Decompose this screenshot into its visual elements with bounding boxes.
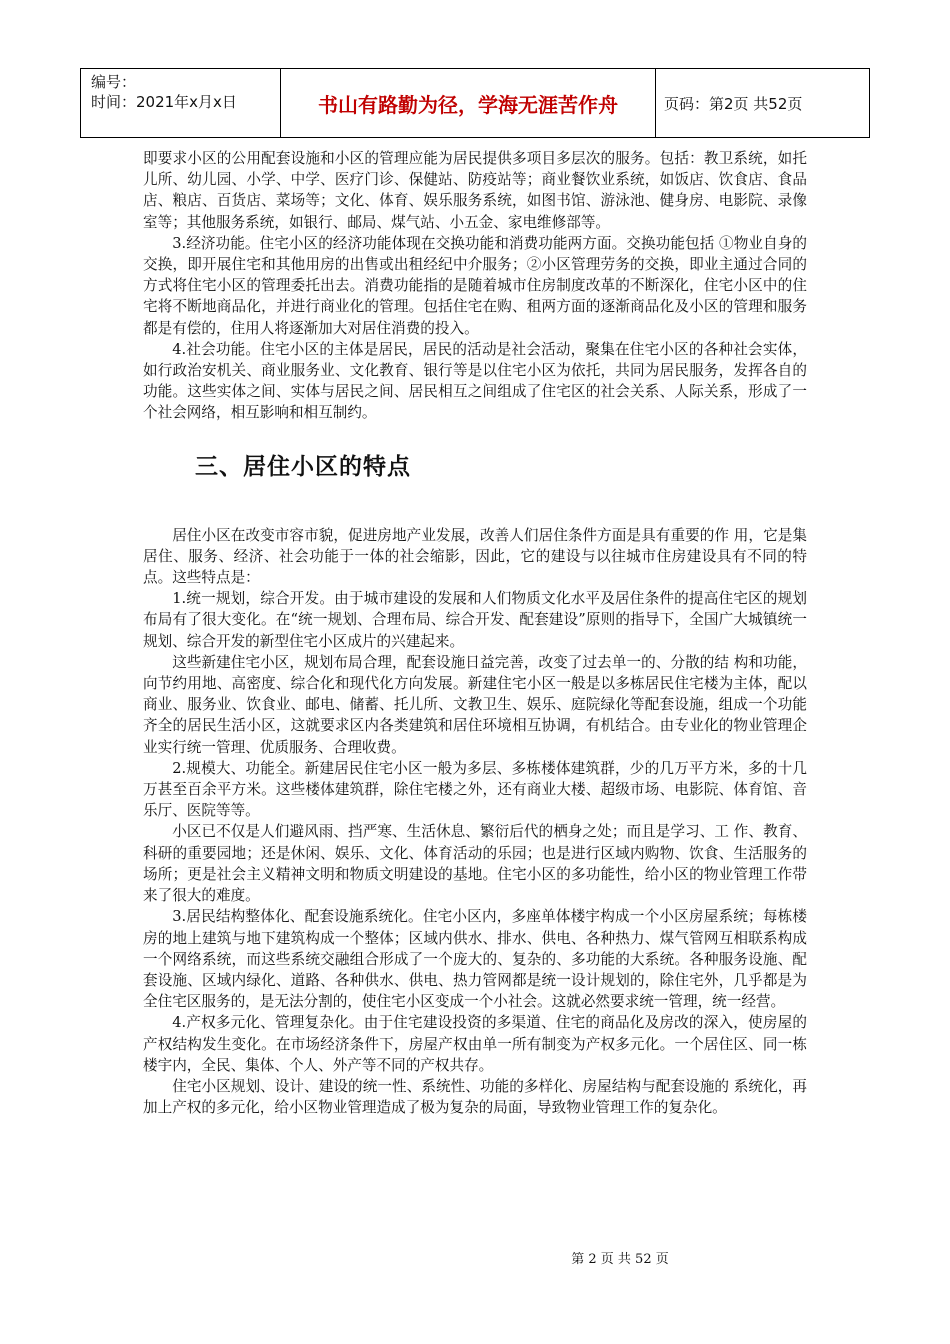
time-label: 时间：2021年x月x日 bbox=[91, 93, 237, 111]
section-title: 三、居住小区的特点 bbox=[195, 453, 411, 480]
paragraph: 2.规模大、功能全。新建居民住宅小区一般为多层、多栋楼体建筑群，少的几万平方米，多的十几万甚至百余平方米。这些楼体建筑群，除住宅楼之外，还有商业大楼、超级市场、电影院、体育馆、音乐厅、医院等等。 bbox=[143, 759, 807, 820]
paragraph: 这些新建住宅小区，规划布局合理，配套设施日益完善，改变了过去单一的、分散的结 构和功能，向节约用地、高密度、综合化和现代化方向发展。新建住宅小区一般是以多栋居民住宅楼为主体，配以商业、服务业、饮食业、邮电、储蓄、托儿所、文教卫生、娱乐、庭院绿化等配套设施，组成一个功能齐全的居民生活小区，这就要求区内各类建筑和居住环境相互协调，有机结合。由专业化的物业管理企业实行统一管理、优质服务、合理收费。 bbox=[143, 653, 807, 756]
paragraph: 即要求小区的公用配套设施和小区的管理应能为居民提供多项目多层次的服务。包括：教卫系统，如托儿所、幼儿园、小学、中学、医疗门诊、保健站、防疫站等；商业餐饮业系统，如饭店、饮食店、食品店、粮店、百货店、菜场等；文化、体育、娱乐服务系统，如图书馆、游泳池、健身房、电影院、录像室等；其他服务系统，如银行、邮局、煤气站、小五金、家电维修部等。 bbox=[143, 150, 807, 231]
header-motto: 书山有路勤为径，学海无涯苦作舟 bbox=[281, 69, 656, 137]
paragraph: 居住小区在改变市容市貌，促进房地产业发展，改善人们居住条件方面是具有重要的作 用，它是集居住、服务、经济、社会功能于一体的社会缩影，因此，它的建设与以往城市住房建设具有不同的特点。这些特点是： bbox=[143, 526, 807, 587]
document-body bbox=[143, 148, 807, 1118]
paragraph: 住宅小区规划、设计、建设的统一性、系统性、功能的多样化、房屋结构与配套设施的 系统化，再加上产权的多元化，给小区物业管理造成了极为复杂的局面，导致物业管理工作的复杂化。 bbox=[143, 1077, 807, 1117]
code-label: 编号： bbox=[91, 73, 137, 91]
header-meta bbox=[81, 69, 281, 137]
header-page-info: 页码：第2页 共52页 bbox=[664, 94, 803, 113]
paragraph: 1.统一规划，综合开发。由于城市建设的发展和人们物质文化水平及居住条件的提高住宅区的规划布局有了很大变化。在“统一规划、合理布局、综合开发、配套建设”原则的指导下，全国广大城镇统一规划、综合开发的新型住宅小区成片的兴建起来。 bbox=[143, 590, 807, 650]
paragraph: 3.经济功能。住宅小区的经济功能体现在交换功能和消费功能两方面。交换功能包括 ①物业自身的交换，即开展住宅和其他用房的出售或出租经纪中介服务；②小区管理劳务的交换，即业主通过合同的方式将住宅小区的管理委托出去。消费功能指的是随着城市住房制度改革的不断深化，住宅小区中的住宅将不断地商品化，并进行商业化的管理。包括住宅在购、租两方面的逐渐商品化及小区的管理和服务都是有偿的，住用人将逐渐加大对居住消费的投入。 bbox=[143, 234, 807, 337]
page-footer: 第 2 页 共 52 页 bbox=[571, 1252, 669, 1267]
paragraph: 3.居民结构整体化、配套设施系统化。住宅小区内，多座单体楼宇构成一个小区房屋系统；每栋楼房的地上建筑与地下建筑构成一个整体；区域内供水、排水、供电、各种热力、煤气管网互相联系构成一个网络系统，而这些系统交融组合形成了一个庞大的、复杂的、多功能的大系统。各种服务设施、配套设施、区域内绿化、道路、各种供水、供电、热力管网都是统一设计规划的，除住宅外，几乎都是为全住宅区服务的，是无法分割的，使住宅小区变成一个小社会。这就必然要求统一管理，统一经营。 bbox=[143, 908, 807, 1011]
page-header bbox=[80, 68, 870, 138]
paragraph: 小区已不仅是人们避风雨、挡严寒、生活休息、繁衍后代的栖身之处；而且是学习、工 作、教育、科研的重要园地；还是休闲、娱乐、文化、体育活动的乐园；也是进行区域内购物、饮食、生活服务的场所；更是社会主义精神文明和物质文明建设的基地。住宅小区的多功能性，给小区的物业管理工作带来了很大的难度。 bbox=[143, 823, 807, 905]
paragraph: 4.社会功能。住宅小区的主体是居民，居民的活动是社会活动，聚集在住宅小区的各种社会实体，如行政治安机关、商业服务业、文化教育、银行等是以住宅小区为依托，共同为居民服务，发挥各自的功能。这些实体之间、实体与居民之间、居民相互之间组成了住宅区的社会关系、人际关系，形成了一个社会网络，相互影响和相互制约。 bbox=[143, 340, 807, 422]
paragraph: 4.产权多元化、管理复杂化。由于住宅建设投资的多渠道、住宅的商品化及房改的深入，使房屋的产权结构发生变化。在市场经济条件下，房屋产权由单一所有制变为产权多元化。一个居住区、同一栋楼宇内，全民、集体、个人、外产等不同的产权共存。 bbox=[143, 1014, 807, 1074]
